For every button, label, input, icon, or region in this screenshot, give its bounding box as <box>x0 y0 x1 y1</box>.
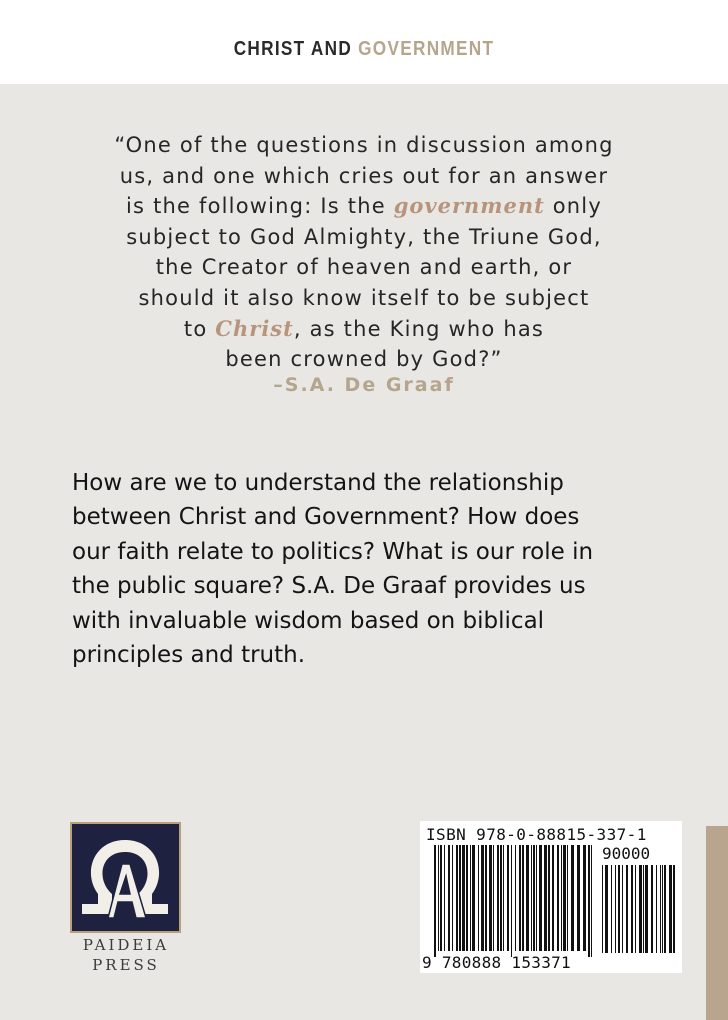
publisher-press: PRESS <box>92 956 160 974</box>
logo-graphic <box>72 824 179 931</box>
blurb-line: our faith relate to politics? What is our role in <box>72 538 594 565</box>
title-part-1: CHRIST AND <box>233 38 353 60</box>
quote-text: , as the King who has <box>293 316 545 341</box>
quote-text: is the following: Is the <box>126 194 394 219</box>
book-title <box>51 36 677 62</box>
price-code: 90000 <box>602 844 651 863</box>
quote-line <box>40 314 688 345</box>
quote-text: only <box>544 194 602 219</box>
header-band <box>0 0 728 84</box>
title-part-2: GOVERNMENT <box>358 38 495 60</box>
book-blurb <box>72 466 672 672</box>
pull-quote <box>40 130 688 375</box>
quote-line: been crowned by God?” <box>225 347 503 372</box>
quote-emphasis-government: government <box>393 193 545 219</box>
isbn-barcode <box>420 821 682 973</box>
blurb-line: the public square? S.A. De Graaf provides us <box>72 573 586 600</box>
isbn-text: ISBN 978-0-88815-337-1 <box>426 825 647 844</box>
quote-line: should it also know itself to be subject <box>138 285 590 310</box>
barcode-digits: 9 780888 153371 <box>422 953 571 972</box>
quote-line: “One of the questions in discussion among <box>114 133 614 157</box>
publisher-name: PAIDEIA <box>82 936 170 954</box>
blurb-line: between Christ and Government? How does <box>72 504 580 531</box>
quote-line: subject to God Almighty, the Triune God, <box>126 224 602 249</box>
quote-text: to <box>183 316 216 341</box>
barcode-bars <box>420 821 682 973</box>
quote-attribution: –S.A. De Graaf <box>273 374 455 396</box>
blurb-line: with invaluable wisdom based on biblical <box>72 607 545 634</box>
quote-emphasis-christ: Christ <box>215 315 294 341</box>
blurb-line: How are we to understand the relationship <box>72 470 564 496</box>
quote-line: the Creator of heaven and earth, or <box>155 255 573 280</box>
alpha-omega-logo-icon <box>70 822 181 933</box>
quote-line: us, and one which cries out for an answer <box>119 163 609 188</box>
spine-edge <box>706 826 728 1020</box>
quote-line <box>40 191 688 222</box>
blurb-line: principles and truth. <box>72 642 306 669</box>
